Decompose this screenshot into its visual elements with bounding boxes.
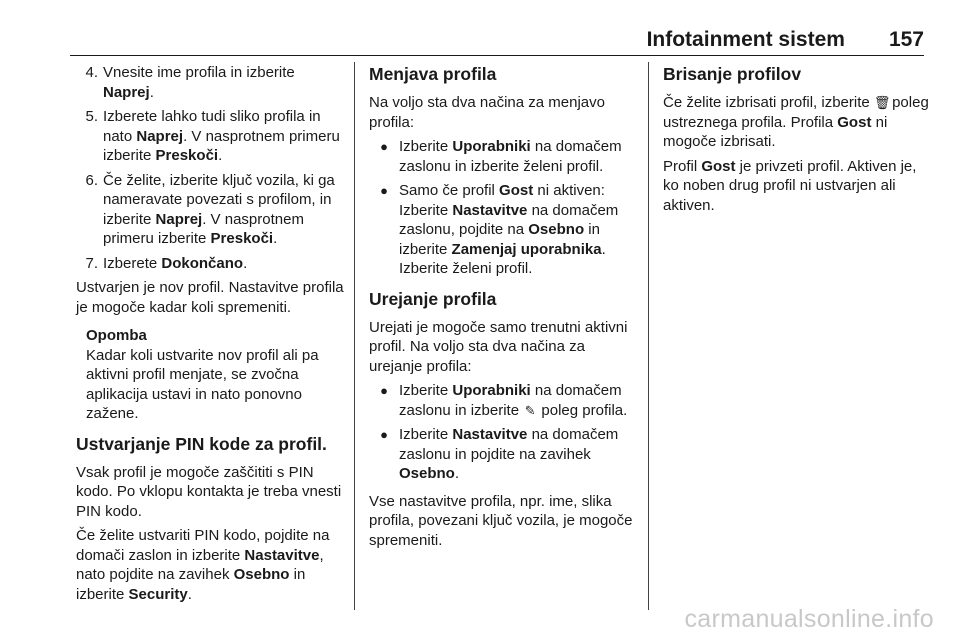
text-run: ni aktiven: Izberite [399,182,605,219]
text-run: poleg profila. [537,401,628,419]
text-run: in izberite [399,221,600,258]
step-number: 5. [85,108,98,125]
note-text [86,346,346,424]
column-divider [354,62,355,610]
bullet-text [399,381,637,420]
paragraph [76,526,346,604]
bullet-text [399,425,637,484]
bullet-item [369,137,637,176]
text-run: Če želite izbrisati profil, izberite [663,94,874,111]
paragraph [76,278,346,317]
text-run: . V nasprotnem primeru izberite [103,210,304,247]
column-divider [648,62,649,610]
text-run: ni mogoče izbrisati. [663,113,888,150]
text-run: je privzeti profil. Aktiven je, ko noben drug profil ni ustvarjen ali aktiven. [663,157,917,214]
text-run: na domačem zaslonu in pojdite na zavihek [399,426,619,463]
text-run: na domačem zaslonu in izberite [399,382,622,419]
text-run: . [454,465,460,482]
step-number: 7. [85,254,98,272]
ui-term: Uporabniki [452,382,531,399]
ui-term: Osebno [233,566,290,583]
ui-term: Gost [701,157,736,175]
bullet-text [399,137,637,176]
bullet-icon: ● [380,383,388,398]
column-middle [369,63,637,555]
step-item [76,107,346,166]
text-run: . [187,585,192,603]
ui-term: Uporabniki [452,138,531,155]
bullet-item [369,425,637,484]
ui-term: Preskoči [155,147,219,164]
text-run: Ustvarjen je nov profil. Nastavitve profila je mogoče kadar koli spremeniti. [76,279,344,316]
trash-icon: 🗑 [873,95,891,110]
bullet-icon: ● [380,427,388,442]
section-title: Infotainment sistem [646,28,845,51]
note-box [86,326,346,424]
pencil-icon: ✎ [524,402,536,418]
text-run: Če želite ustvariti PIN kodo, pojdite na domači zaslon in izberite [76,527,330,564]
section-heading: Ustvarjanje PIN kode za profil. [76,433,327,454]
ui-term: Osebno [399,465,455,482]
bullet-icon: ● [380,183,388,198]
text-run: poleg ustreznega profila. Profila [663,94,929,131]
text-run: Kadar koli ustvarite nov profil ali pa aktivni profil menjate, se zvočna aplikacija ustavi in nato ponovno zažene. [86,346,319,422]
ui-term: Gost [837,113,872,131]
bullet-list [369,381,637,484]
text-run: , nato pojdite na zavihek [76,546,324,583]
paragraph [369,492,637,551]
paragraph [663,93,931,152]
bullet-item [369,181,637,279]
ui-term: Security [128,585,188,603]
paragraph [76,463,346,522]
text-run: Izberite [399,382,453,399]
ui-term: Gost [499,182,534,199]
text-run: Urejati je mogoče samo trenutni aktivni profil. Na voljo sta dva načina za urejanje profila: [369,318,628,375]
section-heading: Menjava profila [369,64,497,84]
ui-term: Naprej [103,83,150,101]
text-run: Izberite [399,138,453,155]
paragraph [663,157,931,216]
ui-term: Naprej [136,127,184,145]
ui-term: Zamenjaj uporabnika [451,240,602,258]
paragraph [369,318,637,377]
text-run: Vnesite ime profila in izberite [103,64,295,81]
text-run: Če želite, izberite ključ vozila, ki ga nameravate povezati s profilom, in izberite [103,171,335,228]
text-run: Izberete lahko tudi sliko profila in nato [103,108,321,145]
text-run: . [273,230,278,247]
text-run: Izberete [103,254,162,272]
text-run: Profil [663,157,702,175]
column-right [663,63,931,220]
section-heading: Urejanje profila [369,288,497,309]
ui-term: Osebno [528,221,585,238]
note-title: Opomba [86,327,147,344]
bullet-icon: ● [380,139,388,154]
text-run: Vsak profil je mogoče zaščititi s PIN kodo. Po vklopu kontakta je treba vnesti PIN kodo. [76,463,342,520]
text-run: Vse nastavitve profila, npr. ime, slika profila, povezani ključ vozila, je mogoče spremeniti. [369,492,633,549]
text-run: na domačem zaslonu, pojdite na [399,201,619,238]
text-run: Na voljo sta dva načina za menjavo profila: [369,94,605,131]
column-left [76,63,346,609]
text-run: Izberite [399,426,453,443]
step-number: 4. [85,64,98,81]
step-item [76,63,346,102]
page-number: 157 [888,28,924,51]
text-run: . [218,147,223,164]
header-rule [70,55,924,56]
step-item [76,254,346,274]
text-run: Samo če profil [399,182,500,199]
step-number: 6. [85,171,98,189]
bullet-text [399,181,637,279]
page-header [647,26,924,54]
ui-term: Preskoči [210,230,274,247]
bullet-item [369,381,637,420]
step-list [76,63,346,273]
text-run: na domačem zaslonu in izberite želeni profil. [399,138,622,175]
text-run: . V nasprotnem primeru izberite [103,127,340,164]
step-text [103,63,346,102]
step-text [103,171,346,249]
step-text [103,107,346,166]
text-run: . [243,254,248,272]
section-heading: Brisanje profilov [663,64,802,84]
ui-term: Nastavitve [244,546,320,564]
text-run: in izberite [76,566,306,603]
ui-term: Naprej [155,210,203,228]
ui-term: Nastavitve [452,201,528,219]
bullet-list [369,137,637,279]
paragraph [369,93,637,132]
text-run: . [149,83,154,101]
ui-term: Dokončano [161,254,244,272]
text-run: . Izberite želeni profil. [399,240,606,277]
watermark: carmanualsonline.info [684,605,934,633]
ui-term: Nastavitve [452,426,528,443]
step-text [103,254,346,274]
step-item [76,171,346,249]
